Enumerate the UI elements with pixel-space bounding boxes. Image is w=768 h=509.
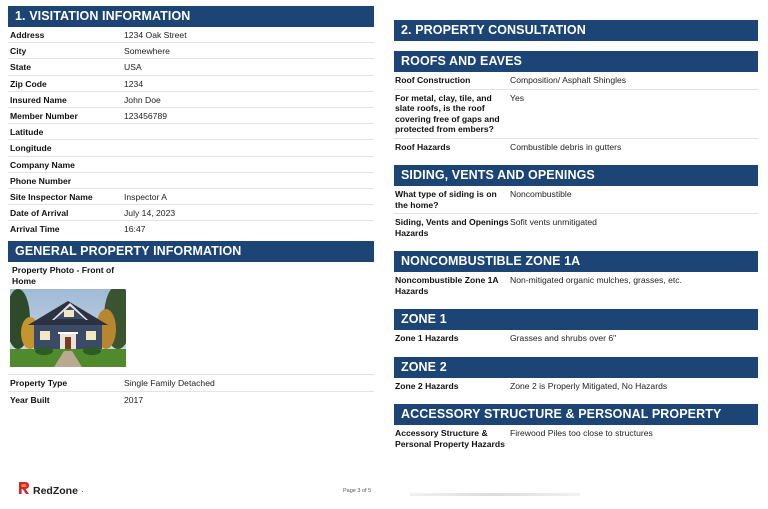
table-row (8, 43, 374, 59)
visitation-header: 1. VISITATION INFORMATION (8, 6, 374, 27)
table-row (8, 375, 374, 391)
section-header-accessory: ACCESSORY STRUCTURE & PERSONAL PROPERTY (394, 404, 758, 425)
general-header: GENERAL PROPERTY INFORMATION (8, 241, 374, 262)
table-row (8, 92, 374, 108)
row-value: Yes (510, 92, 525, 103)
row-label: State (10, 62, 32, 73)
logo-trademark-dot: · (80, 485, 84, 496)
horizontal-scrollbar[interactable] (410, 493, 580, 496)
section-header-roofs: ROOFS AND EAVES (394, 51, 758, 72)
table-row (8, 205, 374, 221)
row-label: Noncombustible Zone 1A Hazards (395, 275, 499, 296)
table-row (394, 90, 758, 139)
property-photo (10, 289, 126, 367)
property-photo-block (8, 262, 374, 375)
row-value: Firewood Piles too close to structures (510, 428, 653, 438)
row-label: Year Built (10, 394, 50, 405)
table-row (8, 76, 374, 92)
section-header-zone-1a: NONCOMBUSTIBLE ZONE 1A (394, 251, 758, 272)
footer-logo (18, 481, 84, 500)
table-row (8, 189, 374, 205)
row-label: Roof Construction (395, 75, 471, 85)
table-row (8, 59, 374, 75)
row-value: Combustible debris in gutters (510, 141, 622, 152)
row-value: 2017 (124, 394, 144, 405)
photo-label: Property Photo - Front of Home (12, 265, 115, 286)
row-label: Zone 2 Hazards (395, 380, 459, 391)
table-row (394, 214, 758, 241)
row-value: Non-mitigated organic mulches, grasses, etc. (510, 275, 682, 285)
row-value: July 14, 2023 (124, 208, 176, 219)
table-row (8, 392, 374, 408)
row-label: Accessory Structure & Personal Property Hazards (395, 428, 505, 449)
table-row (394, 139, 758, 156)
table-row (394, 378, 758, 395)
row-value: Somewhere (124, 46, 170, 57)
consultation-header: 2. PROPERTY CONSULTATION (394, 20, 758, 41)
table-row (8, 157, 374, 173)
row-label: Site Inspector Name (10, 191, 93, 202)
table-row (394, 72, 758, 90)
row-label: For metal, clay, tile, and slate roofs, is the roof covering free of gaps and protected from embers? (395, 92, 500, 134)
logo-text: RedZone (33, 484, 78, 497)
table-row (394, 330, 758, 347)
row-value: John Doe (124, 94, 161, 105)
row-label: Address (10, 30, 45, 40)
left-column (8, 6, 374, 408)
row-label: Phone Number (10, 175, 72, 186)
general-table (8, 375, 374, 407)
row-value: Grasses and shrubs over 6" (510, 333, 617, 343)
table-row (8, 108, 374, 124)
row-value: USA (124, 62, 142, 73)
row-value: Composition/ Asphalt Shingles (510, 75, 627, 85)
row-label: Insured Name (10, 94, 67, 105)
section-header-siding: SIDING, VENTS AND OPENINGS (394, 165, 758, 186)
row-label: Longitude (10, 143, 52, 154)
row-value: Noncombustible (510, 189, 572, 199)
section-header-zone-2: ZONE 2 (394, 357, 758, 378)
row-label: Member Number (10, 110, 78, 121)
row-value: Sofit vents unmitigated (510, 217, 597, 227)
table-row (394, 186, 758, 214)
table-row (8, 221, 374, 237)
table-row (394, 272, 758, 299)
visitation-table (8, 27, 374, 237)
row-label: Zone 1 Hazards (395, 333, 459, 343)
row-label: Latitude (10, 127, 44, 138)
redzone-r-logo-icon (18, 481, 30, 500)
row-label: Zip Code (10, 78, 47, 89)
row-value: 1234 (124, 78, 144, 89)
row-value: Zone 2 is Properly Mitigated, No Hazards (510, 380, 668, 391)
row-value: 16:47 (124, 224, 146, 235)
table-row (8, 140, 374, 156)
right-column (394, 20, 758, 452)
row-label: City (10, 46, 27, 57)
row-label: What type of siding is on the home? (395, 189, 497, 210)
table-row (8, 124, 374, 140)
row-label: Company Name (10, 159, 75, 170)
row-label: Property Type (10, 378, 68, 389)
row-value: Inspector A (124, 191, 167, 202)
row-value: Single Family Detached (124, 378, 215, 389)
table-row (8, 173, 374, 189)
table-row (394, 425, 758, 452)
row-value: 1234 Oak Street (124, 30, 187, 40)
section-header-zone-1: ZONE 1 (394, 309, 758, 330)
row-label: Siding, Vents and Openings Hazards (395, 217, 509, 238)
row-value: 123456789 (124, 110, 168, 121)
row-label: Arrival Time (10, 224, 60, 235)
table-row (8, 27, 374, 43)
page-number: Page 3 of 5 (343, 488, 372, 494)
row-label: Date of Arrival (10, 208, 69, 219)
row-label: Roof Hazards (395, 141, 451, 152)
